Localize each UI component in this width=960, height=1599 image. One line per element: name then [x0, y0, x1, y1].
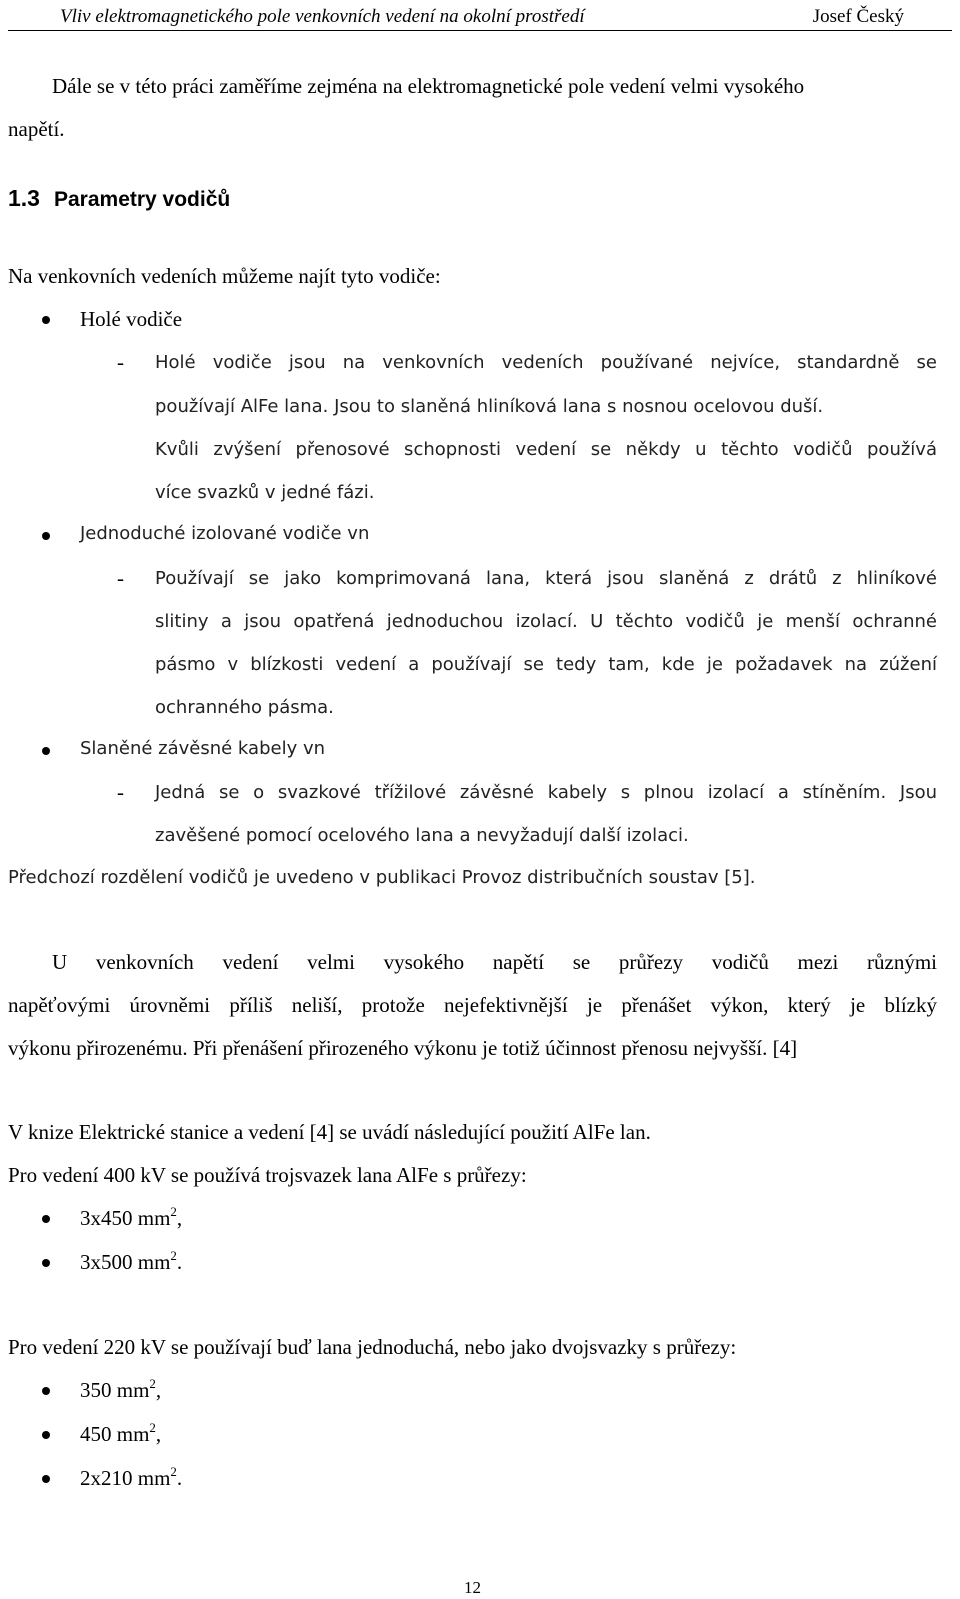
section-number: 1.3 [8, 185, 40, 211]
bullet-icon [42, 1215, 50, 1223]
kv400-item-2: 3x500 $mm^2$. [80, 1248, 183, 1274]
bullet-icon [42, 316, 50, 324]
book-reference: V knize Elektrické stanice a vedení [4] se uvádí následující použití AlFe lan. [8, 1120, 651, 1144]
vvn-paragraph-line-2: napěťovými úrovněmi příliš neliší, protože nejefektivnější je přenášet výkon, který je blízký [8, 993, 937, 1017]
conductor-label-3: Slaněné závěsné kabely vn [80, 738, 326, 759]
section-heading [8, 185, 230, 212]
kv220-item-1: 350 $mm^2$, [80, 1376, 162, 1402]
intro-line-1: Dále se v této práci zaměříme zejména na elektromagnetické pole vedení velmi vysokého [52, 74, 805, 98]
conductor-desc-2-line-3: pásmo v blízkosti vedení a používají se tedy tam, kde je požadavek na zúžení [155, 654, 937, 675]
kv400-intro: Pro vedení 400 kV se používá trojsvazek lana AlFe s průřezy: [8, 1163, 527, 1187]
header-title: Vliv elektromagnetického pole venkovních vedení na okolní prostředí [60, 6, 585, 27]
kv220-item-3: 2x210 $mm^2$. [80, 1464, 183, 1490]
vvn-paragraph-line-3: výkonu přirozenému. Při přenášení přirozeného výkonu je totiž účinnost přenosu nejvyšší. [4] [8, 1036, 798, 1060]
conductor-label-2: Jednoduché izolované vodiče vn [80, 523, 370, 544]
conductor-desc-1-line-3: Kvůli zvýšení přenosové schopnosti vedení se někdy u těchto vodičů používá [155, 439, 937, 460]
conductor-desc-2-line-4: ochranného pásma. [155, 697, 334, 718]
bullet-icon [42, 1259, 50, 1267]
conductor-desc-1-line-1: Holé vodiče jsou na venkovních vedeních používané nejvíce, standardně se [155, 352, 937, 373]
dash-marker: - [117, 566, 124, 590]
kv400-item-1: 3x450 $mm^2$, [80, 1204, 183, 1230]
conductors-intro: Na venkovních vedeních můžeme najít tyto vodiče: [8, 264, 441, 288]
dash-marker: - [117, 780, 124, 804]
conductor-desc-3-line-1: Jedná se o svazkové třížilové závěsné kabely s plnou izolací a stíněním. Jsou [155, 782, 937, 803]
conductor-desc-1-line-4: více svazků v jedné fázi. [155, 482, 375, 503]
conductor-desc-2-line-2: slitiny a jsou opatřená jednoduchou izolací. U těchto vodičů je menší ochranné [155, 611, 937, 632]
bullet-icon [42, 1431, 50, 1439]
kv220-item-2: 450 $mm^2$, [80, 1420, 162, 1446]
bullet-icon [42, 1475, 50, 1483]
header-author: Josef Český [812, 6, 904, 27]
conductor-desc-2-line-1: Používají se jako komprimovaná lana, která jsou slaněná z drátů z hliníkové [155, 568, 937, 589]
kv220-intro: Pro vedení 220 kV se používají buď lana jednoduchá, nebo jako dvojsvazky s průřezy: [8, 1335, 737, 1359]
running-header [8, 2, 952, 31]
conductor-desc-3-line-2: zavěšené pomocí ocelového lana a nevyžadují další izolaci. [155, 825, 689, 846]
conductor-label-1: Holé vodiče [80, 307, 183, 331]
vvn-paragraph-line-1: U venkovních vedení velmi vysokého napětí se průřezy vodičů mezi různými [52, 950, 937, 974]
conductor-desc-1-line-2: používají AlFe lana. Jsou to slaněná hliníková lana s nosnou ocelovou duší. [155, 396, 824, 417]
dash-marker: - [117, 350, 124, 374]
bullet-icon [42, 1387, 50, 1395]
page-number: 12 [464, 1578, 481, 1597]
section-title: Parametry vodičů [53, 188, 231, 211]
bullet-icon [42, 532, 50, 540]
bullet-icon [42, 747, 50, 755]
intro-line-2: napětí. [8, 117, 65, 141]
conductors-source-note: Předchozí rozdělení vodičů je uvedeno v publikaci Provoz distribučních soustav [5]. [8, 867, 756, 888]
